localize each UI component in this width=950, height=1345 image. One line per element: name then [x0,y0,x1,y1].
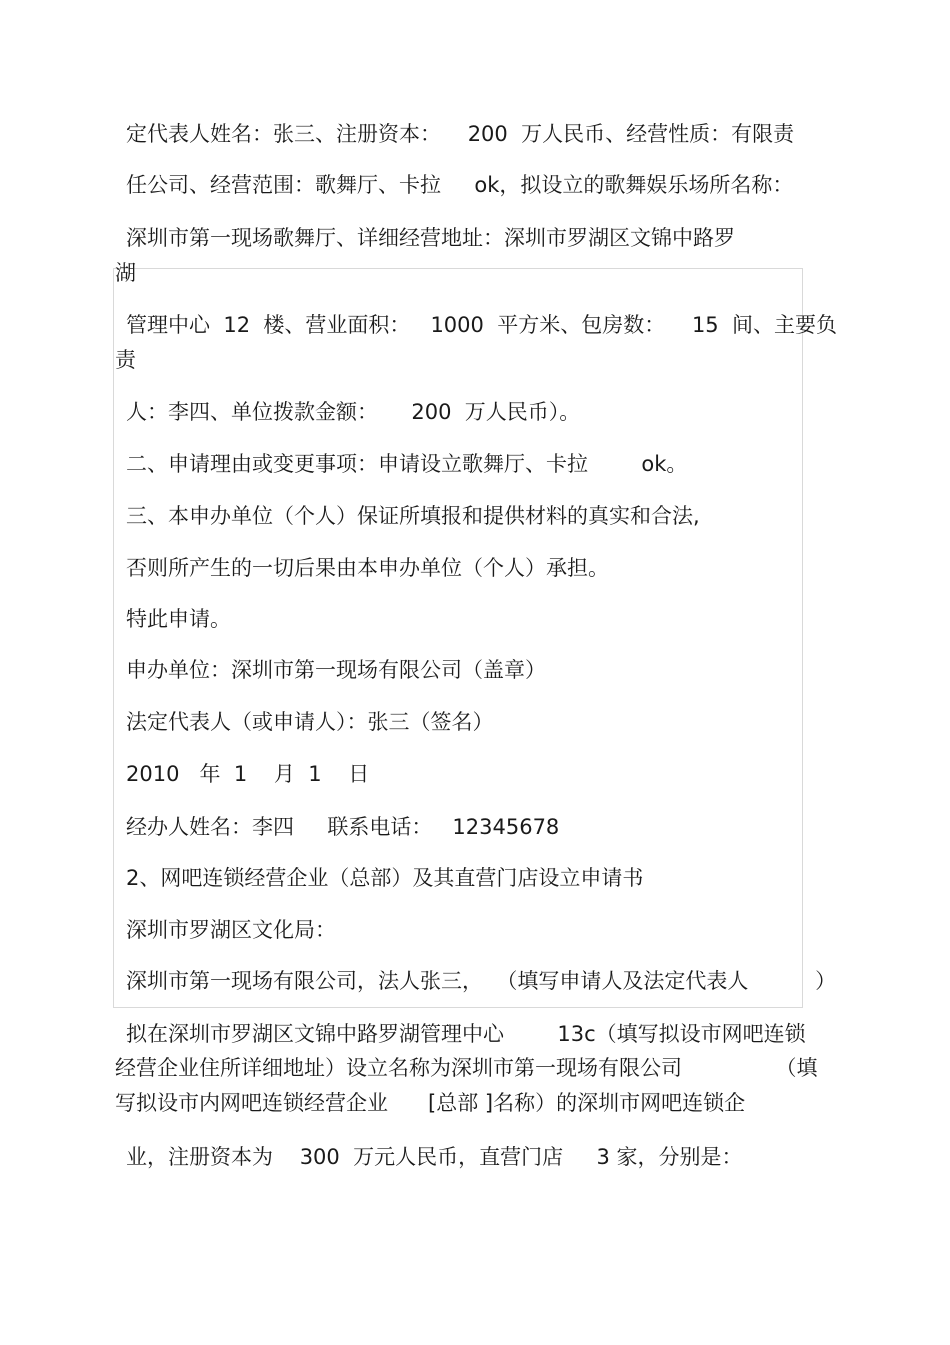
text-line: 拟在深圳市罗湖区文锦中路罗湖管理中心 13c（填写拟设市网吧连锁 [126,1022,806,1046]
text-line: 定代表人姓名：张三、注册资本： 200 万人民币、经营性质：有限责 [126,122,795,146]
text-line: 深圳市第一现场有限公司，法人张三， （填写申请人及法定代表人 ） [126,969,837,993]
text-line: 湖 [115,261,136,285]
text-line: 管理中心 12 楼、营业面积： 1000 平方米、包房数： 15 间、主要负 [126,313,838,337]
text-line: 写拟设市内网吧连锁经营企业 [总部 ]名称）的深圳市网吧连锁企 [115,1091,746,1115]
date-line: 2010 年 1 月 1 日 [126,762,370,786]
text-line: 三、本申办单位（个人）保证所填报和提供材料的真实和合法, [126,504,700,528]
section-heading: 2、网吧连锁经营企业（总部）及其直营门店设立申请书 [126,866,644,890]
text-line: 责 [115,348,136,372]
text-line: 特此申请。 [126,607,231,631]
text-line: 否则所产生的一切后果由本申办单位（个人）承担。 [126,556,609,580]
page-border [113,268,803,1008]
signature-legal-representative: 法定代表人（或申请人）：张三（签名） [126,710,494,734]
contact-line: 经办人姓名：李四 联系电话： 12345678 [126,815,560,839]
text-line: 人：李四、单位拨款金额： 200 万人民币）。 [126,400,581,424]
text-line: 经营企业住所详细地址）设立名称为深圳市第一现场有限公司 （填 [115,1056,818,1080]
addressee: 深圳市罗湖区文化局： [126,918,336,942]
text-line: 深圳市第一现场歌舞厅、详细经营地址：深圳市罗湖区文锦中路罗 [126,226,735,250]
text-line: 业，注册资本为 300 万元人民币，直营门店 3 家，分别是： [126,1145,743,1169]
text-line: 任公司、经营范围：歌舞厅、卡拉 ok，拟设立的歌舞娱乐场所名称： [126,173,794,197]
signature-applicant-unit: 申办单位：深圳市第一现场有限公司（盖章） [126,658,546,682]
text-line: 二、申请理由或变更事项：申请设立歌舞厅、卡拉 ok。 [126,452,688,476]
